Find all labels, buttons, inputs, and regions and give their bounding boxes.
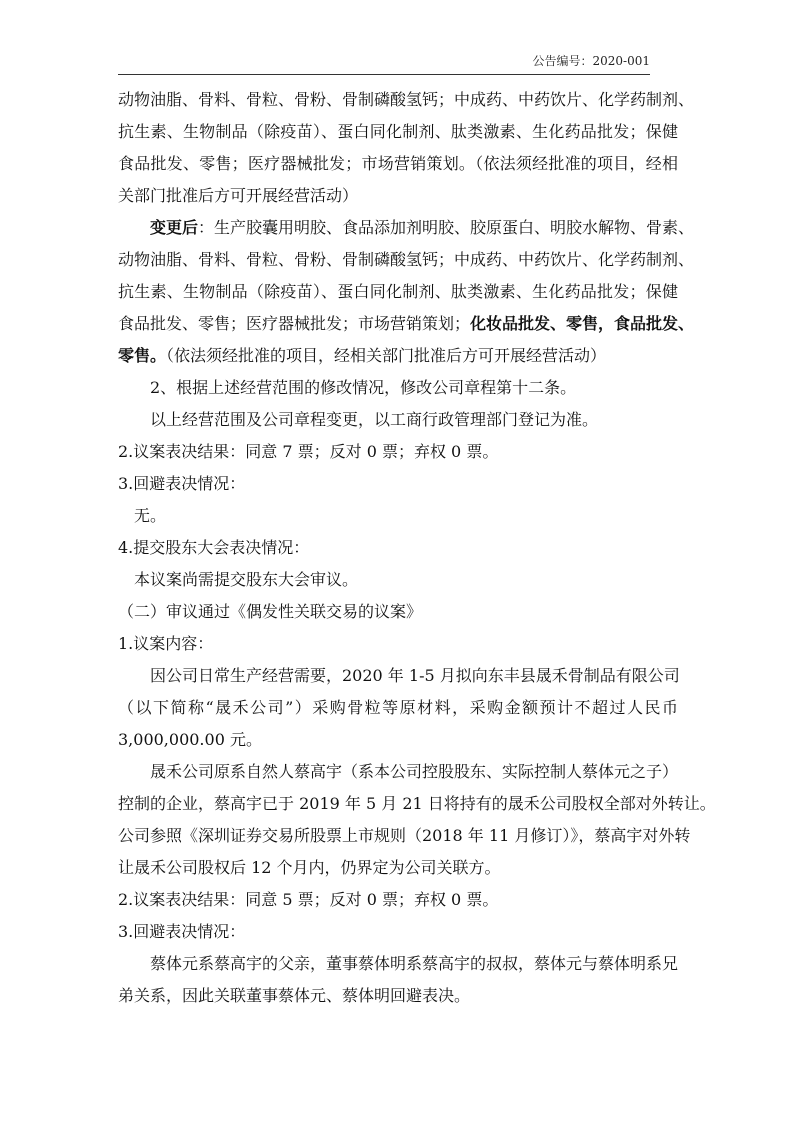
text-span: ：生产胶囊用明胶、食品添加剂明胶、胶原蛋白、明胶水解物、骨素、 xyxy=(198,218,695,237)
text-line: 公司参照《深圳证券交易所股票上市规则（2018 年 11 月修订）》，蔡高宇对外转 xyxy=(118,826,691,845)
after-change-line xyxy=(118,340,678,372)
text-line: 3,000,000.00 元。 xyxy=(118,730,262,749)
notice-number: 公告编号：2020-001 xyxy=(532,54,650,68)
text-line: 抗生素、生物制品（除疫苗）、蛋白同化制剂、肽类激素、生化药品批发；保健 xyxy=(118,122,678,141)
vote-result: 2.议案表决结果：同意 7 票；反对 0 票；弃权 0 票。 xyxy=(118,442,499,461)
text-line: 抗生素、生物制品（除疫苗）、蛋白同化制剂、肽类激素、生化药品批发；保健 xyxy=(118,282,678,301)
section-title: （二）审议通过《偶发性关联交易的议案》 xyxy=(118,602,423,621)
text-line: 食品批发、零售；医疗器械批发；市场营销策划。（依法须经批准的项目，经相 xyxy=(118,154,678,173)
avoid-voting-value: 无。 xyxy=(134,506,167,525)
document-body xyxy=(118,84,716,1012)
avoid-voting-title: 3.回避表决情况： xyxy=(118,922,246,941)
submit-title: 4.提交股东大会表决情况： xyxy=(118,538,310,557)
text-line: 让晟禾公司股权后 12 个月内，仍界定为公司关联方。 xyxy=(118,858,501,877)
bold-text: 化妆品批发、零售，食品批发、 xyxy=(470,314,695,333)
text-line: 弟关系，因此关联董事蔡体元、蔡体明回避表决。 xyxy=(118,986,471,1005)
after-change-line xyxy=(118,212,695,244)
text-line: 蔡体元系蔡高宇的父亲，董事蔡体明系蔡高宇的叔叔，蔡体元与蔡体明系兄 xyxy=(150,954,679,973)
text-line: 晟禾公司原系自然人蔡高宇（系本公司控股股东、实际控制人蔡体元之子） xyxy=(150,762,679,781)
page-header xyxy=(118,50,650,75)
vote-result: 2.议案表决结果：同意 5 票；反对 0 票；弃权 0 票。 xyxy=(118,890,499,909)
text-line: （以下简称“晟禾公司”）采购骨粒等原材料，采购金额预计不超过人民币 xyxy=(118,698,678,717)
submit-value: 本议案尚需提交股东大会审议。 xyxy=(134,570,359,589)
paragraph-item-2: 2、根据上述经营范围的修改情况，修改公司章程第十二条。 xyxy=(150,378,577,397)
avoid-voting-title: 3.回避表决情况： xyxy=(118,474,246,493)
after-change-line xyxy=(118,308,695,340)
text-line: 因公司日常生产经营需要，2020 年 1-5 月拟向东丰县晟禾骨制品有限公司 xyxy=(150,666,680,685)
proposal-content-title: 1.议案内容： xyxy=(118,634,214,653)
text-line: 控制的企业，蔡高宇已于 2019 年 5 月 21 日将持有的晟禾公司股权全部对外转让。 xyxy=(118,794,716,813)
text-span: 食品批发、零售；医疗器械批发；市场营销策划； xyxy=(118,314,471,333)
after-change-label: 变更后 xyxy=(150,218,199,237)
bold-text: 零售。 xyxy=(118,346,167,365)
paragraph-registration: 以上经营范围及公司章程变更，以工商行政管理部门登记为准。 xyxy=(150,410,599,429)
text-span: （依法须经批准的项目，经相关部门批准后方可开展经营活动） xyxy=(166,346,607,365)
text-line: 动物油脂、骨料、骨粒、骨粉、骨制磷酸氢钙；中成药、中药饮片、化学药制剂、 xyxy=(118,250,695,269)
text-line: 关部门批准后方可开展经营活动） xyxy=(118,186,359,205)
text-line: 动物油脂、骨料、骨粒、骨粉、骨制磷酸氢钙；中成药、中药饮片、化学药制剂、 xyxy=(118,90,695,109)
